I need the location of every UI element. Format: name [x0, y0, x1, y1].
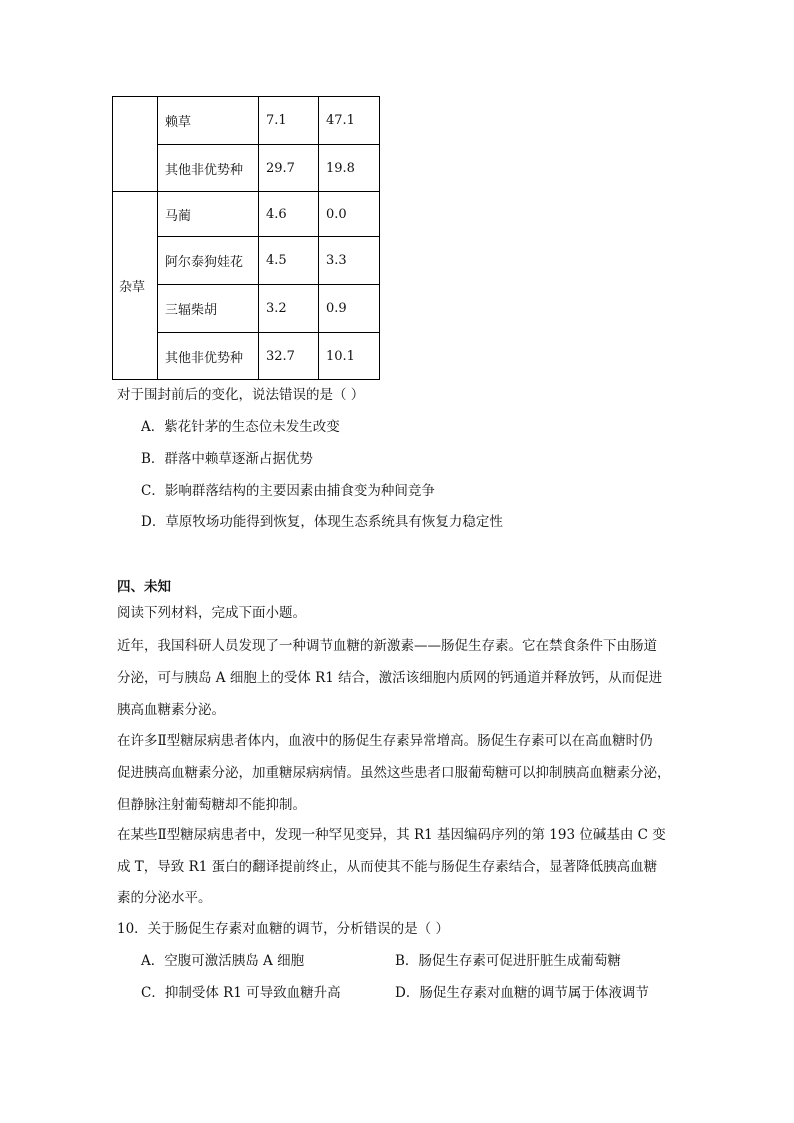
question-9-option-d[interactable]: D．草原牧场功能得到恢复，体现生态系统具有恢复力稳定性	[141, 514, 503, 530]
material-line: 成 T，导致 R1 蛋白的翻译提前终止，从而使其不能与肠促生存素结合，显著降低胰高血糖	[117, 859, 658, 875]
value-cell: 19.8	[319, 145, 380, 192]
value-cell: 29.7	[259, 145, 319, 192]
material-line: 胰高血糖素分泌。	[117, 702, 225, 718]
value-cell: 0.9	[319, 285, 380, 333]
value-cell: 32.7	[259, 333, 319, 380]
question-9-option-b[interactable]: B．群落中赖草逐渐占据优势	[141, 451, 313, 467]
question-10-option-b[interactable]: B．肠促生存素可促进肝脏生成葡萄糖	[395, 953, 621, 969]
question-9-option-a[interactable]: A．紫花针茅的生态位未发生改变	[141, 419, 340, 435]
value-cell: 10.1	[319, 333, 380, 380]
species-name-cell: 马蔺	[158, 192, 259, 237]
material-line: 分泌，可与胰岛 A 细胞上的受体 R1 结合，激活该细胞内质网的钙通道并释放钙，从而促进	[117, 670, 663, 686]
material-line: 在许多Ⅱ型糖尿病患者体内，血液中的肠促生存素异常增高。肠促生存素可以在高血糖时仍	[117, 733, 653, 749]
section-heading: 四、未知	[117, 579, 171, 595]
species-table	[112, 96, 380, 380]
material-line: 素的分泌水平。	[117, 890, 212, 906]
value-cell: 3.2	[259, 285, 319, 333]
group-cell: 杂草	[113, 192, 158, 380]
value-cell: 47.1	[319, 97, 380, 145]
species-name-cell: 阿尔泰狗娃花	[158, 237, 259, 285]
question-10-option-d[interactable]: D．肠促生存素对血糖的调节属于体液调节	[395, 985, 649, 1001]
material-line: 近年，我国科研人员发现了一种调节血糖的新激素——肠促生存素。它在禁食条件下由肠道	[117, 638, 657, 654]
species-name-cell: 三辐柴胡	[158, 285, 259, 333]
material-line: 促进胰高血糖素分泌，加重糖尿病病情。虽然这些患者口服葡萄糖可以抑制胰高血糖素分泌，	[117, 765, 671, 781]
table-row	[113, 192, 380, 237]
value-cell: 4.5	[259, 237, 319, 285]
question-10-option-c[interactable]: C．抑制受体 R1 可导致血糖升高	[141, 985, 341, 1001]
species-name-cell: 赖草	[158, 97, 259, 145]
value-cell: 4.6	[259, 192, 319, 237]
species-name-cell: 其他非优势种	[158, 145, 259, 192]
material-line: 在某些Ⅱ型糖尿病患者中，发现一种罕见变异，其 R1 基因编码序列的第 193 位碱基由 C 变	[117, 827, 666, 843]
table-row	[113, 97, 380, 145]
section-intro: 阅读下列材料，完成下面小题。	[117, 605, 306, 621]
question-9-option-c[interactable]: C．影响群落结构的主要因素由捕食变为种间竞争	[141, 483, 435, 499]
value-cell: 7.1	[259, 97, 319, 145]
value-cell: 3.3	[319, 237, 380, 285]
material-line: 但静脉注射葡萄糖却不能抑制。	[117, 797, 306, 813]
question-10-stem: 10．关于肠促生存素对血糖的调节，分析错误的是（ ）	[117, 921, 449, 937]
question-10-option-a[interactable]: A．空腹可激活胰岛 A 细胞	[141, 953, 305, 969]
question-9-stem: 对于围封前后的变化，说法错误的是（ ）	[117, 387, 365, 403]
species-name-cell: 其他非优势种	[158, 333, 259, 380]
group-cell	[113, 97, 158, 192]
value-cell: 0.0	[319, 192, 380, 237]
